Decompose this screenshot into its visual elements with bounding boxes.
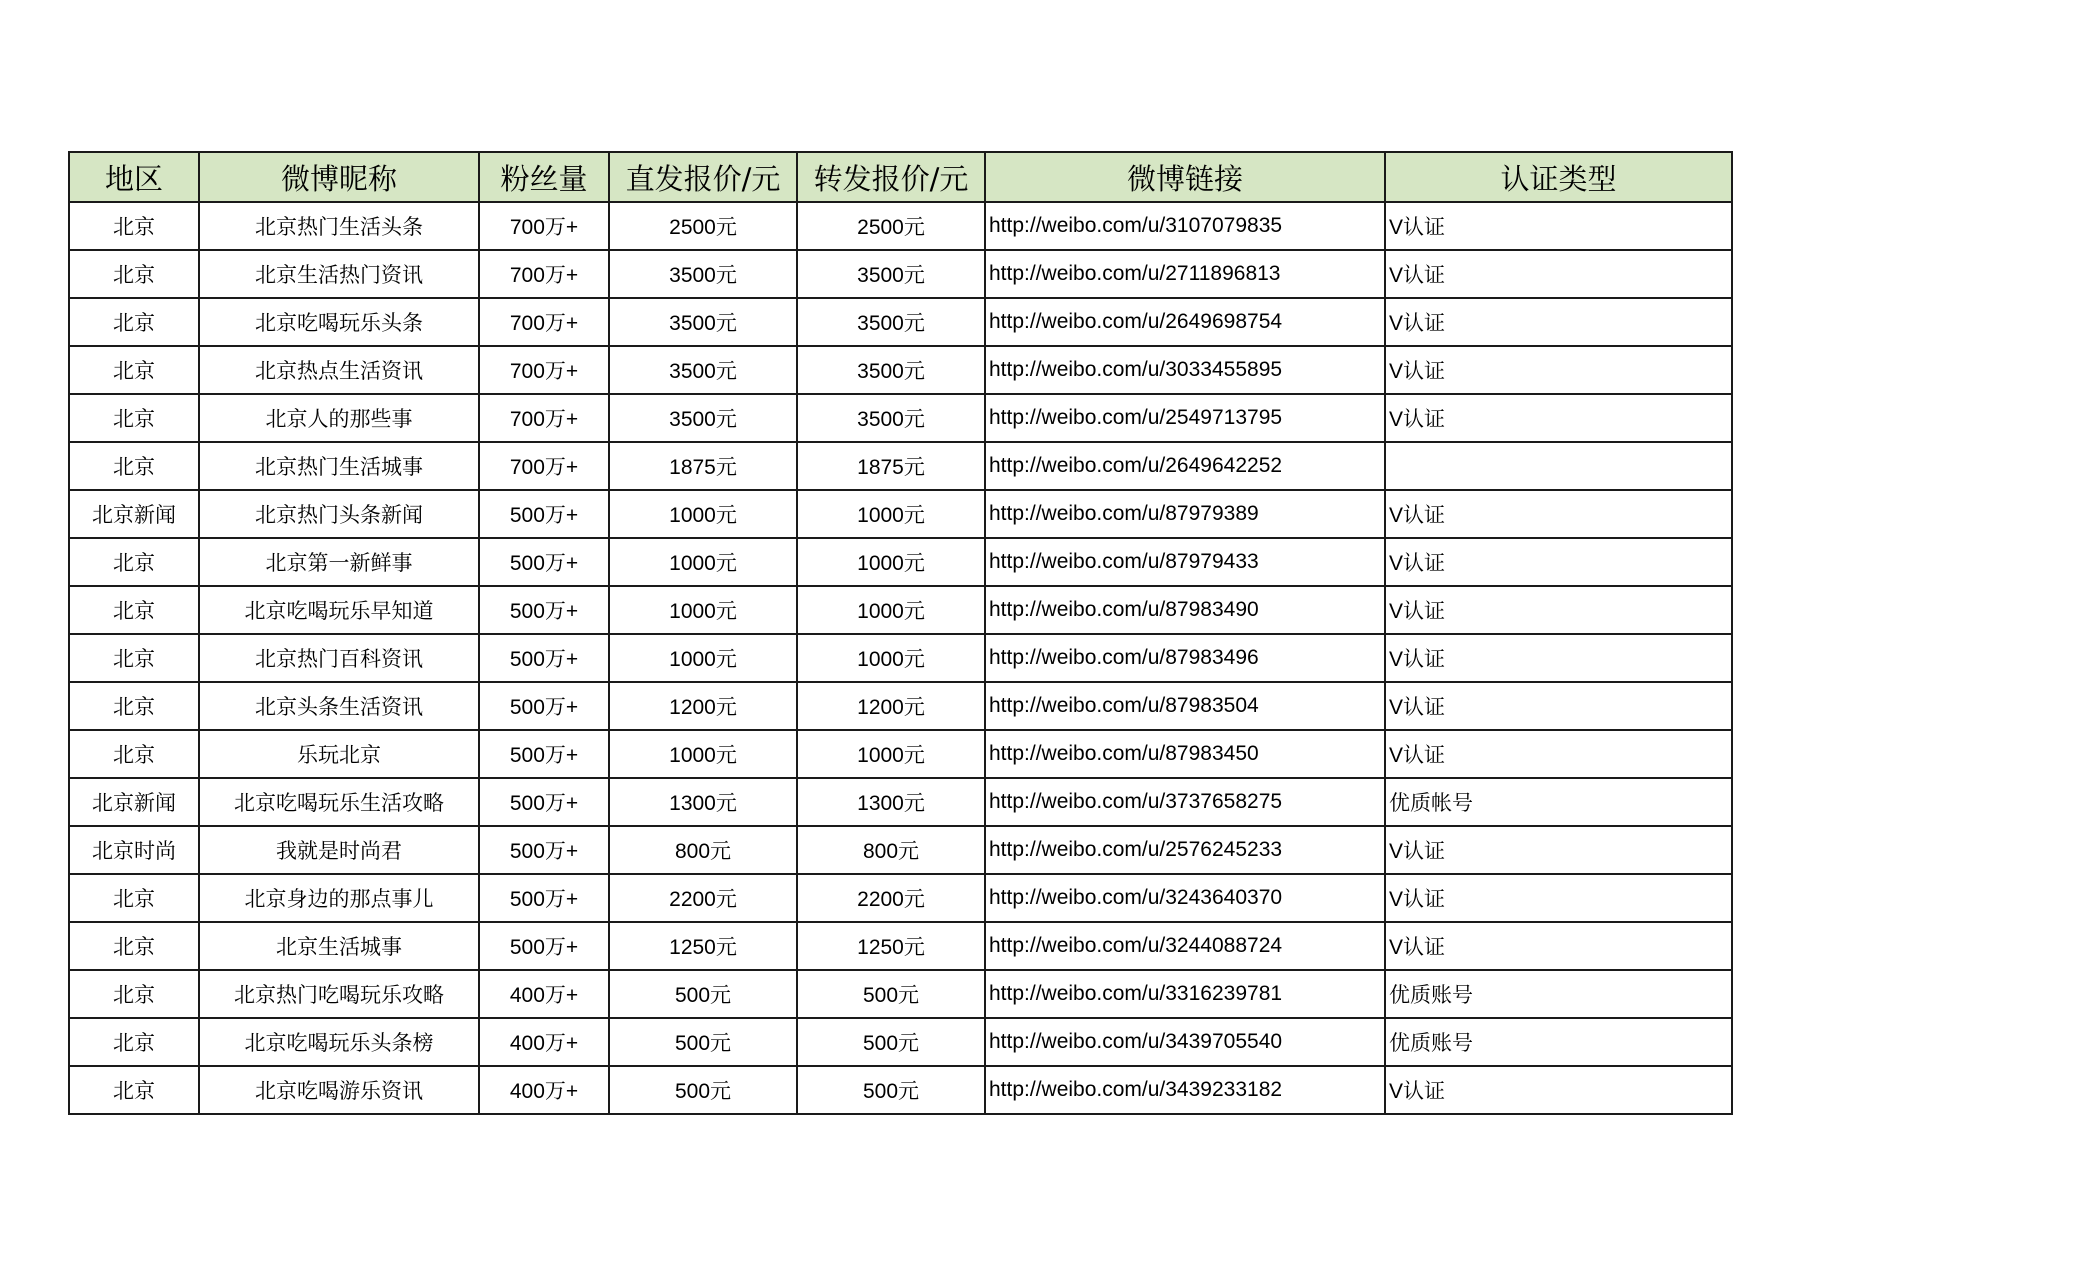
- cell-nickname: 北京热门吃喝玩乐攻略: [199, 970, 479, 1018]
- cell-link[interactable]: http://weibo.com/u/3439233182: [985, 1066, 1385, 1114]
- cell-region: 北京: [69, 634, 199, 682]
- cell-repost-price: 500元: [797, 1066, 985, 1114]
- cell-region: 北京新闻: [69, 490, 199, 538]
- cell-region: 北京: [69, 586, 199, 634]
- cell-direct-price: 1000元: [609, 730, 797, 778]
- cell-fans: 500万+: [479, 922, 609, 970]
- cell-nickname: 乐玩北京: [199, 730, 479, 778]
- table-row: [69, 682, 1732, 730]
- table-row: [69, 442, 1732, 490]
- cell-repost-price: 500元: [797, 1018, 985, 1066]
- cell-fans: 700万+: [479, 298, 609, 346]
- cell-direct-price: 1250元: [609, 922, 797, 970]
- cell-link[interactable]: http://weibo.com/u/87979433: [985, 538, 1385, 586]
- cell-fans: 500万+: [479, 634, 609, 682]
- cell-fans: 500万+: [479, 826, 609, 874]
- table-row: [69, 202, 1732, 250]
- cell-direct-price: 500元: [609, 1018, 797, 1066]
- cell-region: 北京: [69, 442, 199, 490]
- cell-region: 北京: [69, 298, 199, 346]
- cell-cert-type: V认证: [1385, 1066, 1732, 1114]
- cell-cert-type: V认证: [1385, 490, 1732, 538]
- cell-fans: 700万+: [479, 346, 609, 394]
- table-body: [69, 202, 1732, 1114]
- cell-cert-type: 优质账号: [1385, 970, 1732, 1018]
- cell-region: 北京: [69, 970, 199, 1018]
- cell-nickname: 北京热门百科资讯: [199, 634, 479, 682]
- cell-fans: 500万+: [479, 490, 609, 538]
- table-row: [69, 298, 1732, 346]
- cell-direct-price: 800元: [609, 826, 797, 874]
- table-row: [69, 778, 1732, 826]
- cell-link[interactable]: http://weibo.com/u/87983450: [985, 730, 1385, 778]
- cell-fans: 500万+: [479, 586, 609, 634]
- cell-nickname: 北京第一新鲜事: [199, 538, 479, 586]
- cell-link[interactable]: http://weibo.com/u/3316239781: [985, 970, 1385, 1018]
- table-row: [69, 490, 1732, 538]
- table-row: [69, 634, 1732, 682]
- cell-cert-type: V认证: [1385, 394, 1732, 442]
- cell-region: 北京: [69, 202, 199, 250]
- cell-fans: 500万+: [479, 730, 609, 778]
- table-row: [69, 970, 1732, 1018]
- cell-repost-price: 3500元: [797, 250, 985, 298]
- cell-direct-price: 3500元: [609, 346, 797, 394]
- cell-nickname: 北京热门头条新闻: [199, 490, 479, 538]
- table-row: [69, 538, 1732, 586]
- cell-direct-price: 3500元: [609, 394, 797, 442]
- header-nickname: 微博昵称: [199, 152, 479, 202]
- cell-link[interactable]: http://weibo.com/u/2576245233: [985, 826, 1385, 874]
- cell-repost-price: 3500元: [797, 394, 985, 442]
- cell-region: 北京: [69, 730, 199, 778]
- cell-fans: 400万+: [479, 970, 609, 1018]
- header-row: [69, 152, 1732, 202]
- cell-repost-price: 2200元: [797, 874, 985, 922]
- cell-nickname: 北京身边的那点事儿: [199, 874, 479, 922]
- cell-link[interactable]: http://weibo.com/u/87983504: [985, 682, 1385, 730]
- cell-link[interactable]: http://weibo.com/u/3107079835: [985, 202, 1385, 250]
- cell-cert-type: V认证: [1385, 730, 1732, 778]
- header-direct-price: 直发报价/元: [609, 152, 797, 202]
- cell-link[interactable]: http://weibo.com/u/2649642252: [985, 442, 1385, 490]
- cell-fans: 400万+: [479, 1066, 609, 1114]
- spreadsheet-sheet: [68, 151, 1733, 1115]
- cell-repost-price: 1000元: [797, 490, 985, 538]
- cell-cert-type: [1385, 442, 1732, 490]
- cell-nickname: 北京热门生活城事: [199, 442, 479, 490]
- cell-link[interactable]: http://weibo.com/u/87983496: [985, 634, 1385, 682]
- header-cert-type: 认证类型: [1385, 152, 1732, 202]
- cell-cert-type: V认证: [1385, 874, 1732, 922]
- cell-fans: 500万+: [479, 874, 609, 922]
- cell-region: 北京: [69, 922, 199, 970]
- cell-repost-price: 3500元: [797, 298, 985, 346]
- cell-region: 北京新闻: [69, 778, 199, 826]
- cell-link[interactable]: http://weibo.com/u/3033455895: [985, 346, 1385, 394]
- cell-cert-type: V认证: [1385, 250, 1732, 298]
- table-row: [69, 730, 1732, 778]
- cell-link[interactable]: http://weibo.com/u/2649698754: [985, 298, 1385, 346]
- cell-nickname: 北京头条生活资讯: [199, 682, 479, 730]
- cell-repost-price: 1000元: [797, 538, 985, 586]
- cell-direct-price: 500元: [609, 1066, 797, 1114]
- cell-fans: 500万+: [479, 682, 609, 730]
- cell-direct-price: 3500元: [609, 298, 797, 346]
- cell-region: 北京: [69, 346, 199, 394]
- cell-nickname: 北京吃喝玩乐早知道: [199, 586, 479, 634]
- cell-cert-type: V认证: [1385, 922, 1732, 970]
- cell-region: 北京: [69, 682, 199, 730]
- cell-direct-price: 1000元: [609, 538, 797, 586]
- header-repost-price: 转发报价/元: [797, 152, 985, 202]
- cell-fans: 700万+: [479, 250, 609, 298]
- cell-repost-price: 500元: [797, 970, 985, 1018]
- header-link: 微博链接: [985, 152, 1385, 202]
- cell-fans: 500万+: [479, 778, 609, 826]
- cell-fans: 400万+: [479, 1018, 609, 1066]
- cell-direct-price: 1200元: [609, 682, 797, 730]
- table-row: [69, 250, 1732, 298]
- cell-nickname: 我就是时尚君: [199, 826, 479, 874]
- cell-direct-price: 1000元: [609, 586, 797, 634]
- cell-cert-type: V认证: [1385, 586, 1732, 634]
- cell-region: 北京: [69, 394, 199, 442]
- cell-repost-price: 3500元: [797, 346, 985, 394]
- header-fans: 粉丝量: [479, 152, 609, 202]
- cell-cert-type: V认证: [1385, 346, 1732, 394]
- cell-direct-price: 500元: [609, 970, 797, 1018]
- cell-nickname: 北京人的那些事: [199, 394, 479, 442]
- weibo-account-table: [68, 151, 1733, 1115]
- cell-region: 北京: [69, 874, 199, 922]
- cell-link[interactable]: http://weibo.com/u/2549713795: [985, 394, 1385, 442]
- cell-cert-type: V认证: [1385, 538, 1732, 586]
- cell-nickname: 北京吃喝玩乐头条榜: [199, 1018, 479, 1066]
- cell-nickname: 北京生活热门资讯: [199, 250, 479, 298]
- cell-repost-price: 1000元: [797, 730, 985, 778]
- cell-direct-price: 1875元: [609, 442, 797, 490]
- table-row: [69, 922, 1732, 970]
- cell-cert-type: V认证: [1385, 826, 1732, 874]
- cell-fans: 700万+: [479, 202, 609, 250]
- cell-region: 北京: [69, 250, 199, 298]
- cell-direct-price: 1300元: [609, 778, 797, 826]
- cell-fans: 500万+: [479, 538, 609, 586]
- table-row: [69, 394, 1732, 442]
- cell-cert-type: 优质账号: [1385, 1018, 1732, 1066]
- table-row: [69, 1066, 1732, 1114]
- cell-repost-price: 1000元: [797, 634, 985, 682]
- cell-nickname: 北京吃喝玩乐头条: [199, 298, 479, 346]
- table-row: [69, 1018, 1732, 1066]
- cell-direct-price: 3500元: [609, 250, 797, 298]
- cell-nickname: 北京吃喝玩乐生活攻略: [199, 778, 479, 826]
- cell-repost-price: 800元: [797, 826, 985, 874]
- cell-direct-price: 2200元: [609, 874, 797, 922]
- header-region: 地区: [69, 152, 199, 202]
- cell-fans: 700万+: [479, 394, 609, 442]
- cell-direct-price: 1000元: [609, 634, 797, 682]
- cell-region: 北京: [69, 1066, 199, 1114]
- cell-link[interactable]: http://weibo.com/u/3737658275: [985, 778, 1385, 826]
- cell-link[interactable]: http://weibo.com/u/2711896813: [985, 250, 1385, 298]
- cell-link[interactable]: http://weibo.com/u/87979389: [985, 490, 1385, 538]
- cell-cert-type: V认证: [1385, 298, 1732, 346]
- cell-region: 北京时尚: [69, 826, 199, 874]
- cell-nickname: 北京生活城事: [199, 922, 479, 970]
- cell-repost-price: 1250元: [797, 922, 985, 970]
- cell-link[interactable]: http://weibo.com/u/87983490: [985, 586, 1385, 634]
- cell-link[interactable]: http://weibo.com/u/3439705540: [985, 1018, 1385, 1066]
- table-row: [69, 586, 1732, 634]
- cell-cert-type: V认证: [1385, 634, 1732, 682]
- cell-link[interactable]: http://weibo.com/u/3244088724: [985, 922, 1385, 970]
- cell-cert-type: V认证: [1385, 682, 1732, 730]
- cell-link[interactable]: http://weibo.com/u/3243640370: [985, 874, 1385, 922]
- cell-region: 北京: [69, 538, 199, 586]
- cell-direct-price: 1000元: [609, 490, 797, 538]
- table-row: [69, 874, 1732, 922]
- cell-cert-type: V认证: [1385, 202, 1732, 250]
- cell-repost-price: 2500元: [797, 202, 985, 250]
- cell-repost-price: 1000元: [797, 586, 985, 634]
- cell-repost-price: 1300元: [797, 778, 985, 826]
- table-row: [69, 346, 1732, 394]
- cell-nickname: 北京热门生活头条: [199, 202, 479, 250]
- cell-fans: 700万+: [479, 442, 609, 490]
- table-row: [69, 826, 1732, 874]
- cell-repost-price: 1875元: [797, 442, 985, 490]
- cell-repost-price: 1200元: [797, 682, 985, 730]
- cell-nickname: 北京吃喝游乐资讯: [199, 1066, 479, 1114]
- cell-nickname: 北京热点生活资讯: [199, 346, 479, 394]
- cell-region: 北京: [69, 1018, 199, 1066]
- cell-direct-price: 2500元: [609, 202, 797, 250]
- cell-cert-type: 优质帐号: [1385, 778, 1732, 826]
